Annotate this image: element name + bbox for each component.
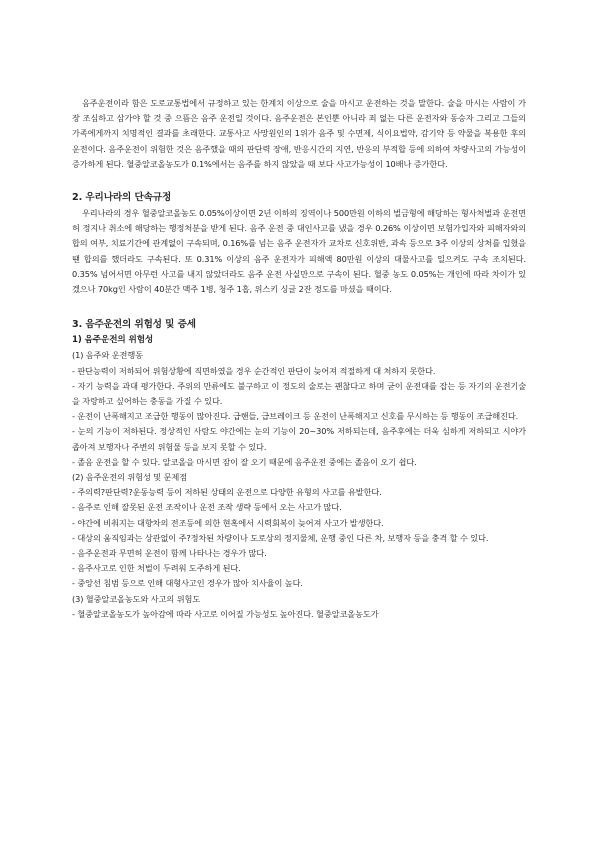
list-item: - 음주로 인해 잘못된 운전 조작이나 운전 조작 생략 등에서 오는 사고가 많다.: [72, 502, 342, 513]
list-item: - 주의력?판단력?운동능력 등이 저하된 상태의 운전으로 다양한 유형의 사고를 유발한다.: [72, 487, 382, 498]
list-item: - 야간에 비춰지는 대향차의 전조등에 의한 현혹에서 시력회복이 늦어져 사고가 발생한다.: [72, 517, 384, 528]
list-item: - 중앙선 침범 등으로 인해 대형사고인 경우가 많아 치사율이 높다.: [72, 578, 303, 589]
document-body: [72, 96, 526, 622]
list-item: - 대상의 움직임과는 상관없이 주?정차된 차량이나 도로상의 정지물체, 운행 중인 다른 차, 보행자 등을 충격 할 수 있다.: [72, 532, 489, 543]
subsection-1-heading: 1) 음주운전의 위험성: [72, 335, 154, 346]
list-item: - 음주사고로 인한 처벌이 두려워 도주하게 된다.: [72, 563, 241, 574]
item-heading-3: (3) 혈중알코올농도와 사고의 위험도: [72, 593, 201, 604]
list-item: - 자기 능력을 과대 평가한다. 주위의 만류에도 불구하고 이 정도의 술로는 괜찮다고 하며 굳이 운전대를 잡는 등 자기의 운전기술을 자랑하고 싶어하는 충동을 가질 수 있다.: [72, 380, 526, 407]
intro-paragraph: 음주운전이라 함은 도로교통법에서 규정하고 있는 한계치 이상으로 술을 마시고 운전하는 것을 말한다. 술을 마시는 사람이 가장 조심하고 삼가야 할 것 중 으뜸은 음주 운전일 것이다. 음주운전은 본인뿐 아니라 죄 없는 다른 운전자와 동승자 그리고 그들의 가족에게까지 치명적인 결과를 초래한다. 교통사고 사망원인의 1위가 음주 및 수면제, 식이요법약, 감기약 등 약물을 복용한 후의 운전이다. 음주운전이 위험한 것은 음주했을 때의 판단력 장애, 반응시간의 지연, 반응의 부적합 등에 의하여 차량사고의 가능성이 증가하게 된다. 혈중알코올농도가 0.1%에서는 음주를 하지 않았을 때 보다 사고가능성이 10배나 증가한다.: [72, 98, 526, 169]
list-item: - 혈중알코올농도가 높아감에 따라 사고로 이어질 가능성도 높아진다. 혈중알코올농도가: [72, 608, 379, 619]
list-item: - 운전이 난폭해지고 조급한 행동이 많아진다. 급핸들, 급브레이크 등 운전이 난폭해지고 신호를 무시하는 등 행동이 조급해진다.: [72, 411, 519, 422]
item-heading-1: (1) 음주와 운전행동: [72, 350, 143, 361]
section-2-paragraph: 우리나라의 경우 혈중알코올농도 0.05%이상이면 2년 이하의 징역이나 500만원 이하의 벌금형에 해당하는 형사처벌과 운전면허 정지나 취소에 해당하는 행정처분을 받게 된다. 음주 운전 중 대인사고를 냈을 경우 0.26% 이상이면 보험가입자와 피해자와의 합의 여부, 치료기간에 관계없이 구속되며, 0.16%를 넘는 음주 운전자가 교차로 신호위반, 과속 등으로 3주 이상의 상처를 입혔을 땐 합의를 했더라도 구속된다. 또 0.31% 이상의 음주 운전자가 피해액 80만원 이상의 대물사고를 일으켜도 구속 조치된다. 0.35% 넘어서면 아무런 사고를 내지 않았더라도 음주 운전 사실만으로 구속이 된다. 혈중 농도 0.05%는 개인에 따라 차이가 있겠으나 70kg인 사람이 40분간 맥주 1병, 청주 1홉, 위스키 싱글 2잔 정도를 마셨을 때이다.: [72, 208, 526, 295]
list-item: - 음주운전과 무면허 운전이 함께 나타나는 경우가 많다.: [72, 548, 267, 559]
list-item: - 판단능력이 저하되어 위험상황에 직면하였을 경우 순간적인 판단이 늦어져 적절하게 대 처하지 못한다.: [72, 365, 436, 376]
section-3-heading: 3. 음주운전의 위험성 및 증세: [72, 319, 196, 331]
item-heading-2: (2) 음주운전의 위험성 및 문제점: [72, 472, 188, 483]
list-item: - 눈의 기능이 저하된다. 정상적인 사람도 야간에는 눈의 기능이 20~30% 저하되는데, 음주후에는 더욱 심하게 저하되고 시야가 좁아져 보행자나 주변의 위험물 등을 보지 못할 수 있다.: [72, 426, 526, 452]
list-item: - 졸음 운전을 할 수 있다. 알코올을 마시면 잠이 잘 오기 때문에 음주운전 중에는 졸음이 오기 쉽다.: [72, 456, 417, 467]
section-2-heading: 2. 우리나라의 단속규정: [72, 192, 172, 204]
